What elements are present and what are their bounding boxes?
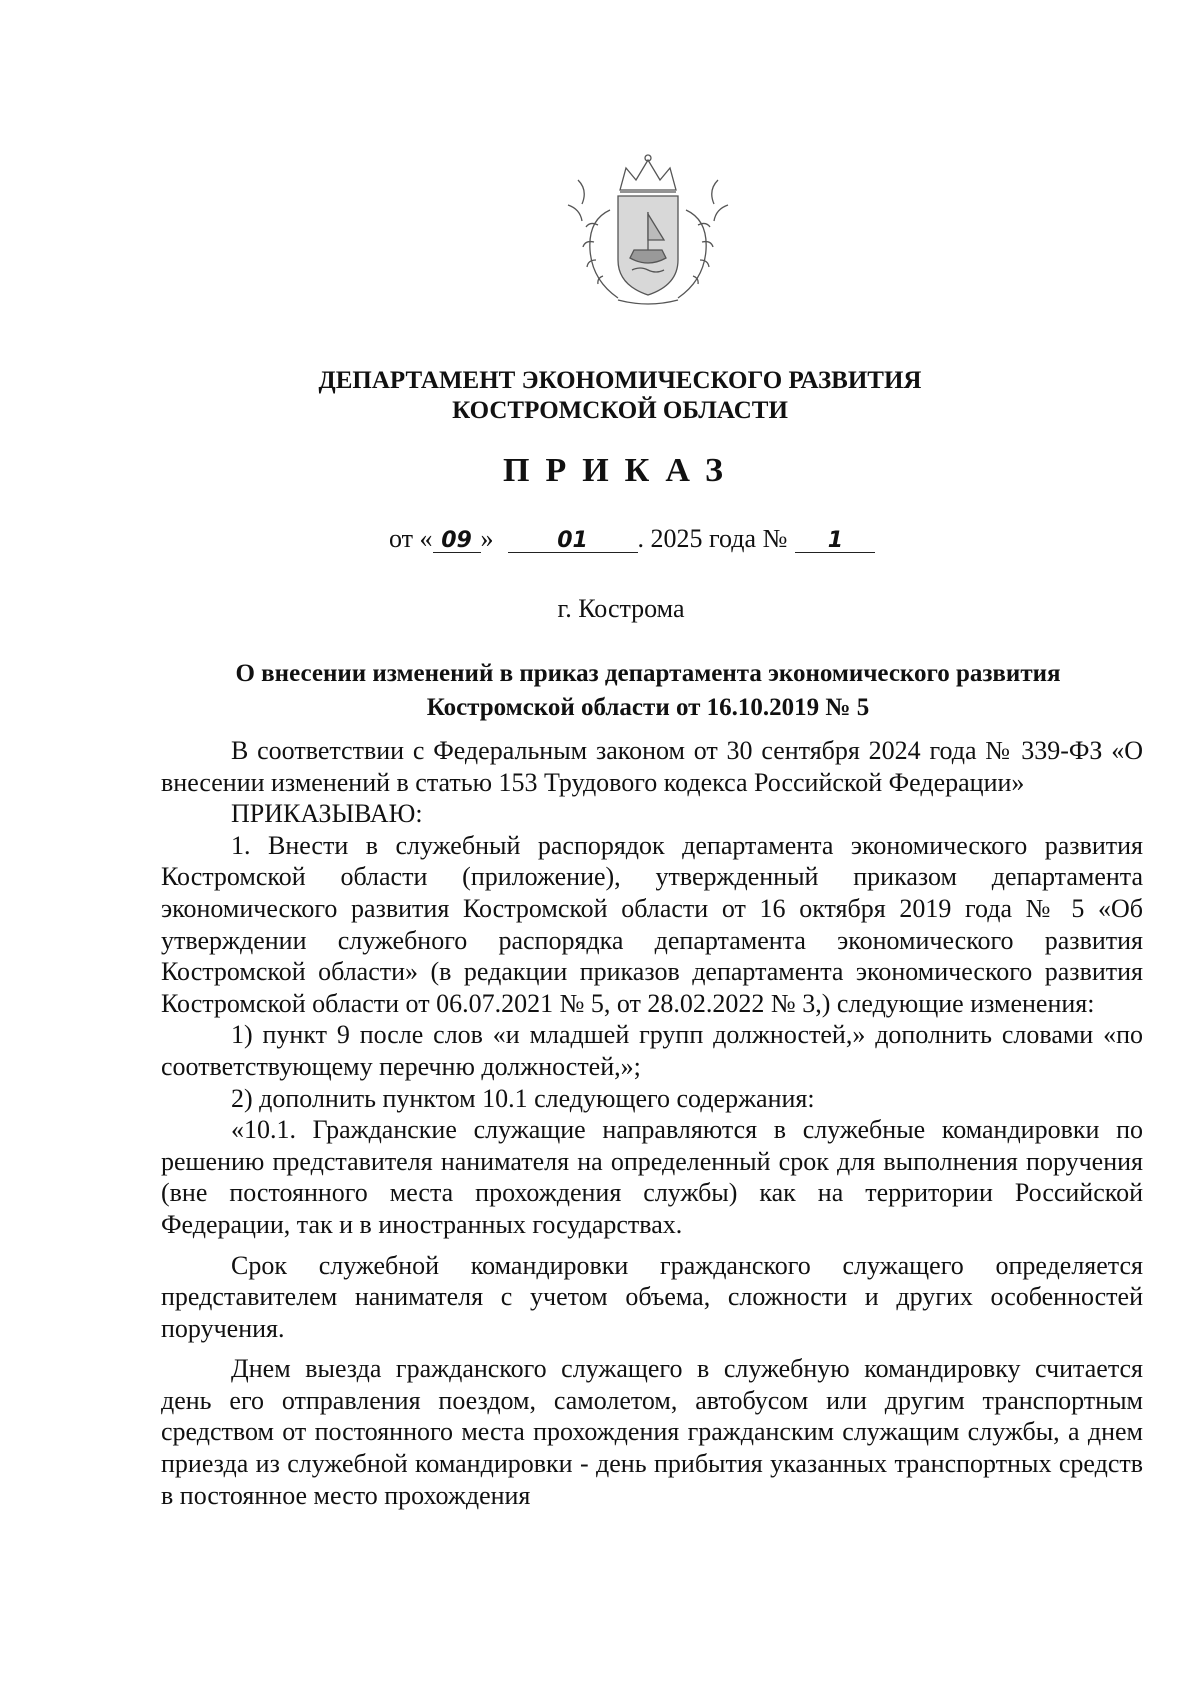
document-number-field	[795, 522, 875, 553]
paragraph-order-word: ПРИКАЗЫВАЮ:	[231, 799, 423, 829]
paragraph-clause-10-1: «10.1. Гражданские служащие направляются в служебные командировки по решению представителя нанимателя на определенный срок для выполнения поручения (вне постоянного места прохождения службы) как на территории Российской Федерации, так и в иностранных государствах.	[161, 1115, 1143, 1239]
department-name-line1: ДЕПАРТАМЕНТ ЭКОНОМИЧЕСКОГО РАЗВИТИЯ	[318, 367, 922, 394]
city-line: г. Кострома	[557, 594, 685, 623]
document-body	[161, 735, 1143, 1511]
paragraph-item-1: 1. Внести в служебный распорядок департамента экономического развития Костромской области (приложение), утвержденный приказом департамента экономического развития Костромской области от 16 октября 2019 года № 5 «Об утверждении служебного распорядка департамента экономического развития Костромской области» (в редакции приказов департамента экономического развития Костромской области от 06.07.2021 № 5, от 28.02.2022 № 3,) следующие изменения:	[161, 830, 1143, 1018]
document-type-heading: ПРИКАЗ	[503, 452, 739, 489]
paragraph-subitem-1: 1) пункт 9 после слов «и младшей групп должностей,» дополнить словами «по соответствующему перечню должностей,»;	[161, 1020, 1143, 1081]
date-number-line	[389, 522, 875, 556]
date-day-close: »	[480, 524, 494, 553]
paragraph-departure-day: Днем выезда гражданского служащего в служебную командировку считается день его отправления поездом, самолетом, автобусом или другим транспортным средством от постоянного места прохождения гражданским служащим службы, а днем приезда из служебной командировки - день прибытия указанных транспортных средств в постоянное место прохождения	[161, 1354, 1143, 1510]
date-day-handwritten: 09	[441, 528, 472, 553]
document-number-handwritten: 1	[827, 528, 844, 553]
date-month-field	[508, 522, 638, 553]
paragraph-subitem-2: 2) дополнить пунктом 10.1 следующего содержания:	[231, 1083, 815, 1113]
date-prefix: от «	[389, 524, 433, 553]
coat-of-arms-emblem	[548, 150, 748, 310]
paragraph-trip-duration: Срок служебной командировки гражданского служащего определяется представителем нанимателя с учетом объема, сложности и других особенностей поручения.	[161, 1250, 1143, 1343]
department-name-line2: КОСТРОМСКОЙ ОБЛАСТИ	[452, 397, 788, 424]
paragraph-basis: В соответствии с Федеральным законом от 30 сентября 2024 года № 339-ФЗ «О внесении изменений в статью 153 Трудового кодекса Российской Федерации»	[161, 736, 1143, 797]
date-year-label: . 2025 года №	[637, 524, 788, 553]
date-day-field	[433, 522, 481, 553]
document-title	[160, 657, 1136, 725]
date-month-handwritten: 01	[557, 528, 588, 553]
title-line1: О внесении изменений в приказ департамента экономического развития	[235, 660, 1061, 687]
title-line2: Костромской области от 16.10.2019 № 5	[426, 694, 870, 721]
